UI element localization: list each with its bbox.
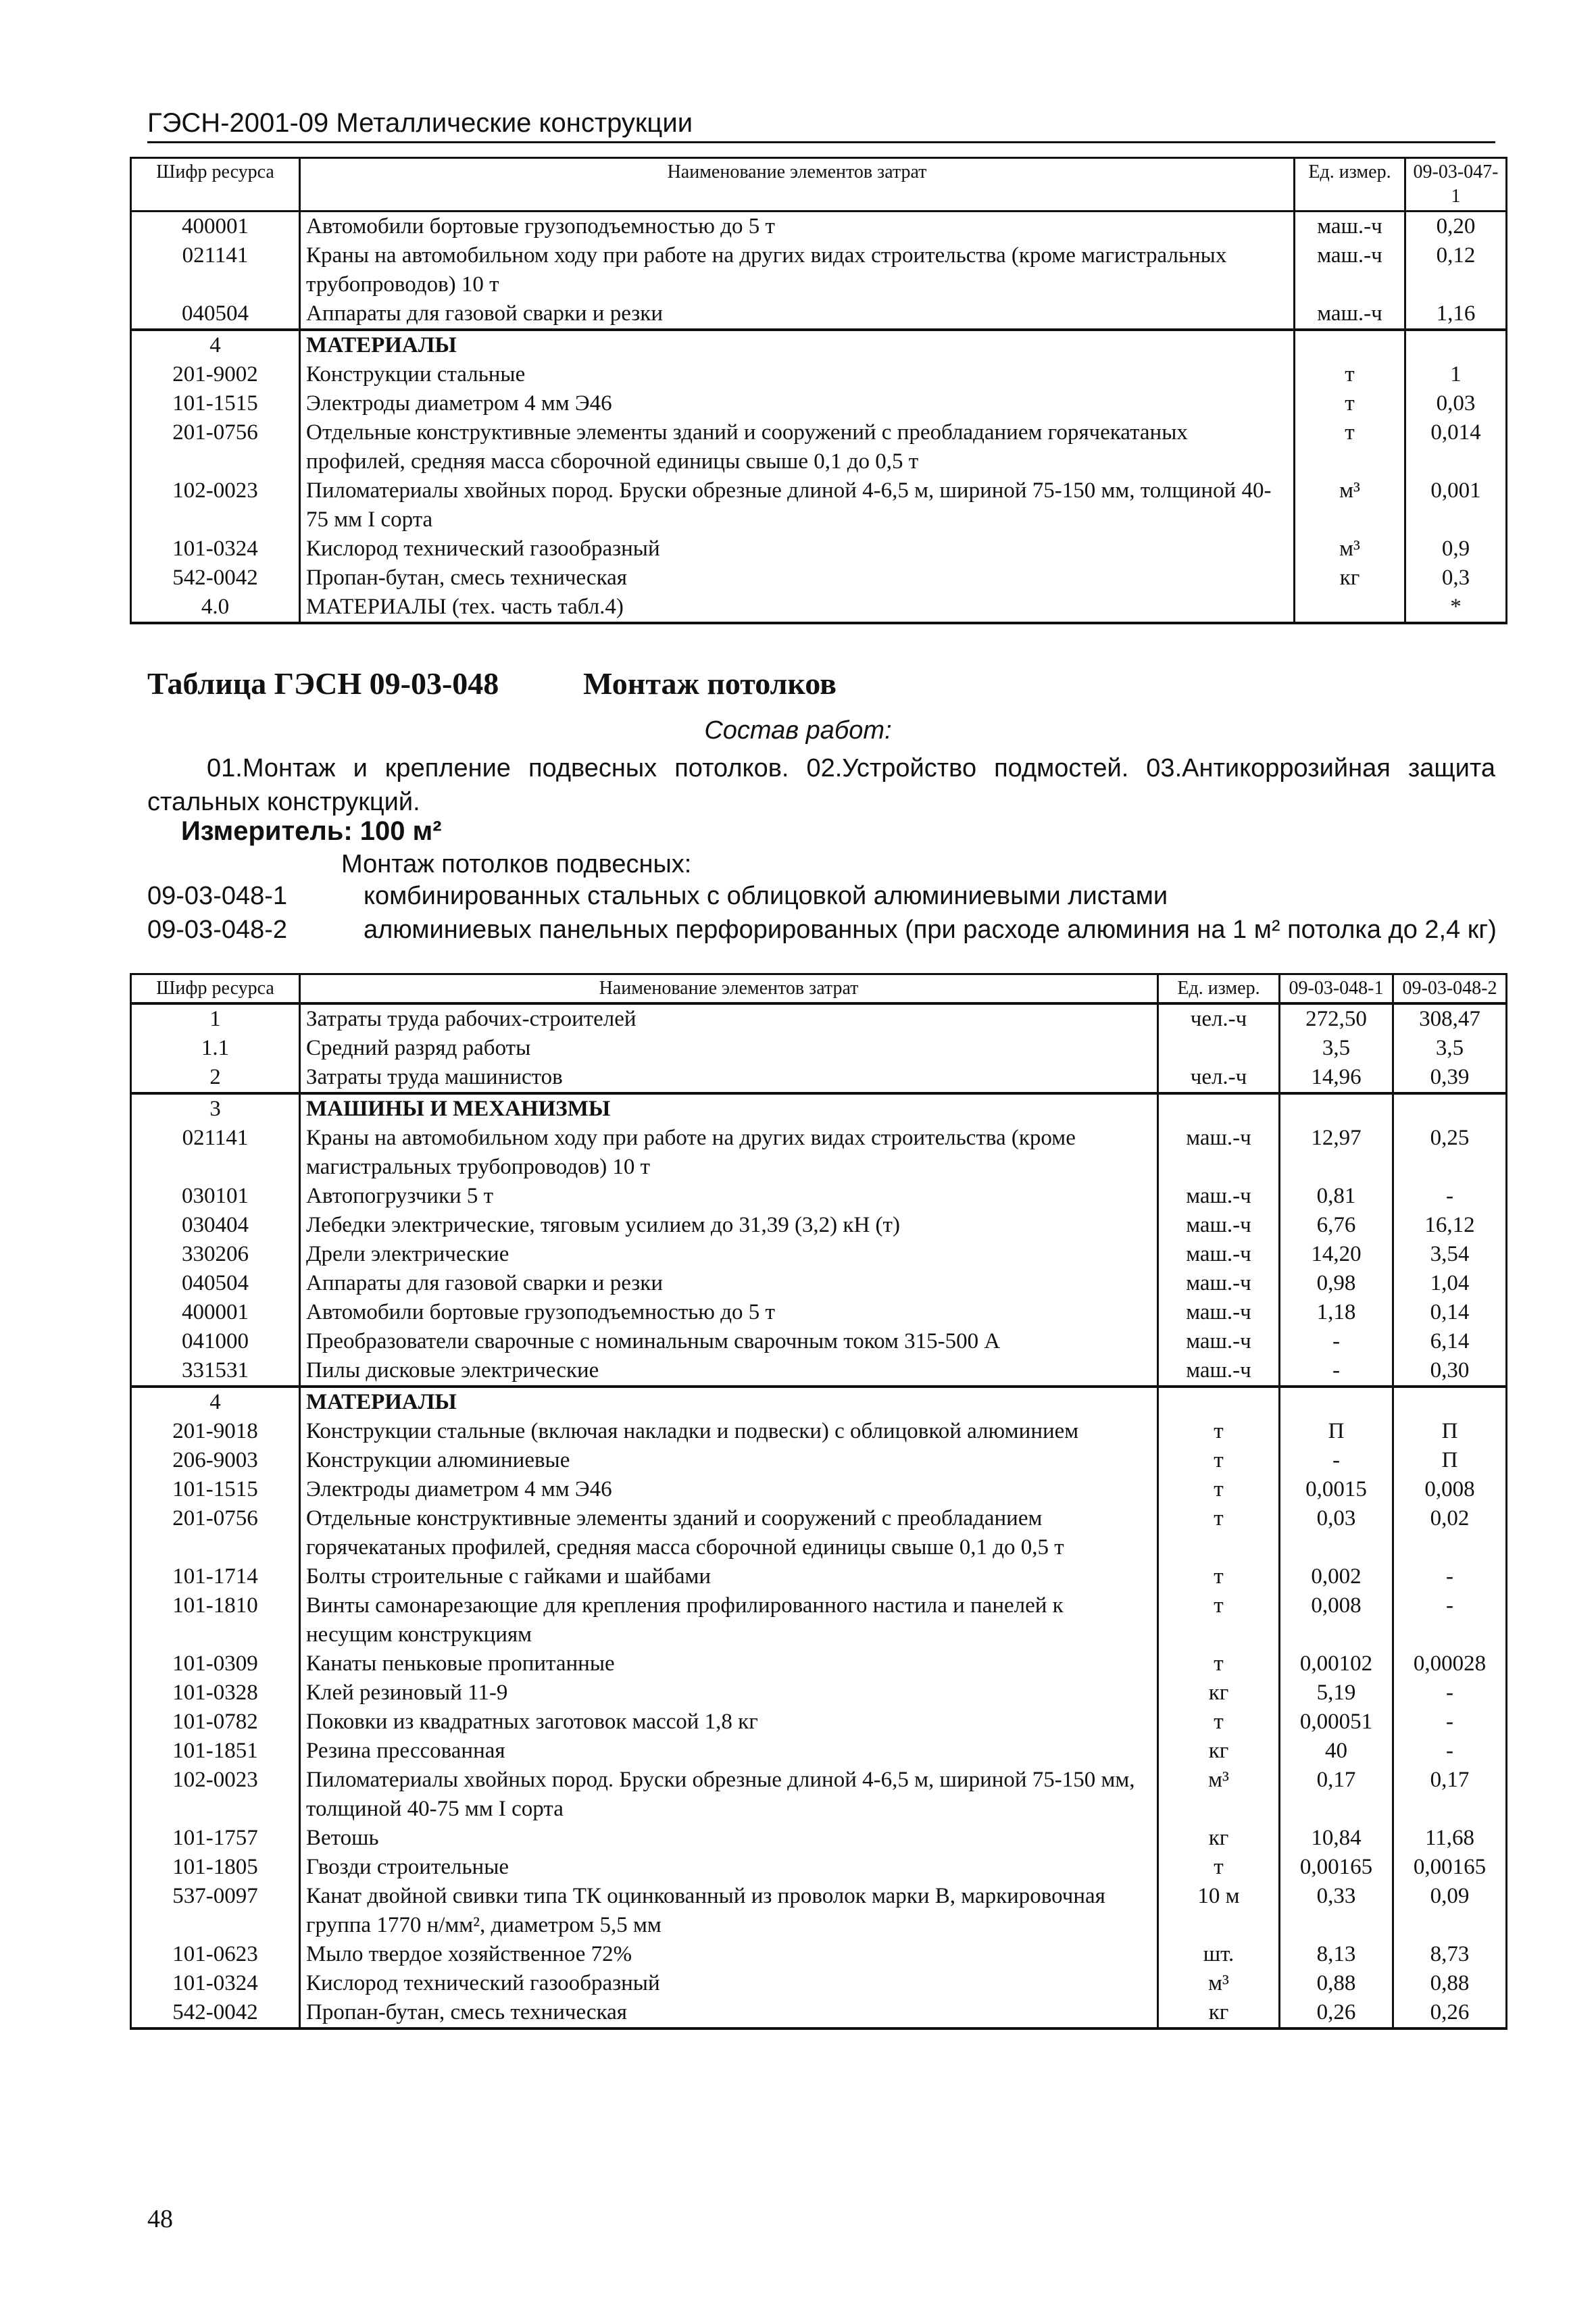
resource-name: Краны на автомобильном ходу при работе на других видах строительства (кроме магистральных трубопроводов) 10 т: [300, 241, 1295, 299]
resource-code: 330206: [131, 1240, 300, 1269]
resource-name: Пиломатериалы хвойных пород. Бруски обрезные длиной 4-6,5 м, шириной 75-150 мм, толщиной 40-75 мм I сорта: [300, 476, 1295, 534]
norm-value-2: 308,47: [1393, 1003, 1507, 1034]
resource-code: 101-1810: [131, 1591, 300, 1649]
table-row: [131, 476, 1507, 534]
resource-code: 040504: [131, 299, 300, 330]
unit-cell: маш.-ч: [1295, 299, 1405, 330]
norm-value-2: -: [1393, 1737, 1507, 1766]
norm-value-1: 0,00051: [1280, 1708, 1393, 1737]
norm-value-2: 6,14: [1393, 1327, 1507, 1356]
table-row: [131, 534, 1507, 564]
norm-value-1: 0,81: [1280, 1182, 1393, 1211]
page-header: ГЭСН-2001-09 Металлические конструкции: [147, 108, 1495, 143]
norm-value-1: 10,84: [1280, 1824, 1393, 1853]
norm-value-2: 0,88: [1393, 1969, 1507, 1998]
unit-cell: [1295, 330, 1405, 360]
table-row: [131, 1063, 1507, 1093]
resource-code: 4: [131, 330, 300, 360]
table-row: [131, 1562, 1507, 1591]
table-row: [131, 299, 1507, 330]
table-row: [131, 1504, 1507, 1562]
resource-name: Клей резиновый 11-9: [300, 1678, 1158, 1708]
unit-cell: кг: [1158, 1737, 1280, 1766]
table-row: [131, 1969, 1507, 1998]
page-number: 48: [147, 2205, 173, 2233]
unit-cell: маш.-ч: [1158, 1124, 1280, 1182]
table-row: [131, 1034, 1507, 1063]
unit-cell: маш.-ч: [1158, 1240, 1280, 1269]
unit-cell: [1158, 1387, 1280, 1417]
works-description: 01.Монтаж и крепление подвесных потолков. 02.Устройство подмостей. 03.Антикоррозийная защита стальных конструкций.: [147, 754, 1495, 816]
norm-value-1: 8,13: [1280, 1940, 1393, 1969]
table-row: [131, 1240, 1507, 1269]
norm-value-2: -: [1393, 1678, 1507, 1708]
resource-code: 102-0023: [131, 1766, 300, 1824]
norm-value-1: 0,00165: [1280, 1853, 1393, 1882]
resource-code: 4: [131, 1387, 300, 1417]
norm-value-1: [1405, 330, 1507, 360]
unit-cell: маш.-ч: [1158, 1298, 1280, 1327]
column-header-code: Шифр ресурса: [131, 974, 300, 1004]
resource-table-048: [130, 973, 1507, 2030]
unit-cell: т: [1158, 1504, 1280, 1562]
table-row: [131, 1853, 1507, 1882]
resource-code: 3: [131, 1093, 300, 1124]
norm-value-1: 40: [1280, 1737, 1393, 1766]
resource-code: 101-1515: [131, 1475, 300, 1504]
norm-value-1: 0,03: [1405, 389, 1507, 418]
unit-cell: кг: [1295, 564, 1405, 593]
table-row: [131, 241, 1507, 299]
norm-value-2: 11,68: [1393, 1824, 1507, 1853]
table-row: [131, 1824, 1507, 1853]
table-row: [131, 1211, 1507, 1240]
unit-cell: т: [1158, 1591, 1280, 1649]
variant-code: 09-03-048-1: [147, 882, 288, 910]
resource-name: Лебедки электрические, тяговым усилием до 31,39 (3,2) кН (т): [300, 1211, 1158, 1240]
norm-value-2: 0,14: [1393, 1298, 1507, 1327]
resource-code: 542-0042: [131, 564, 300, 593]
resource-code: 1.1: [131, 1034, 300, 1063]
table-title-label: Таблица ГЭСН 09-03-048: [147, 666, 499, 701]
table-title: [147, 666, 837, 701]
resource-name: Пропан-бутан, смесь техническая: [300, 1998, 1158, 2028]
resource-code: 201-9018: [131, 1417, 300, 1446]
table-row: [131, 1678, 1507, 1708]
resource-code: 101-0623: [131, 1940, 300, 1969]
section-row: [131, 330, 1507, 360]
norm-value-1: 0,001: [1405, 476, 1507, 534]
norm-value-1: 0,03: [1280, 1504, 1393, 1562]
table-row: [131, 1356, 1507, 1387]
unit-cell: [1295, 593, 1405, 623]
norm-value-2: 0,09: [1393, 1882, 1507, 1940]
norm-value-2: -: [1393, 1708, 1507, 1737]
resource-name: Пиломатериалы хвойных пород. Бруски обрезные длиной 4-6,5 м, шириной 75-150 мм, толщиной 40-75 мм I сорта: [300, 1766, 1158, 1824]
table-row: [131, 1182, 1507, 1211]
unit-cell: м³: [1158, 1766, 1280, 1824]
norm-value-1: П: [1280, 1417, 1393, 1446]
resource-name: Затраты труда машинистов: [300, 1063, 1158, 1093]
column-header-unit: Ед. измер.: [1158, 974, 1280, 1004]
table-row: [131, 360, 1507, 389]
unit-cell: т: [1158, 1708, 1280, 1737]
resource-name: Средний разряд работы: [300, 1034, 1158, 1063]
resource-code: 537-0097: [131, 1882, 300, 1940]
column-header-norm-048-2: 09-03-048-2: [1393, 974, 1507, 1004]
table-row: [131, 593, 1507, 623]
norm-value-1: 5,19: [1280, 1678, 1393, 1708]
table-row: [131, 1591, 1507, 1649]
norm-value-1: 0,88: [1280, 1969, 1393, 1998]
resource-name: Кислород технический газообразный: [300, 1969, 1158, 1998]
resource-code: 400001: [131, 211, 300, 242]
resource-name: Электроды диаметром 4 мм Э46: [300, 389, 1295, 418]
resource-name: Отдельные конструктивные элементы зданий и сооружений с преобладанием горячекатаных профилей, средняя масса сборочной единицы свыше 0,1 до 0,5 т: [300, 418, 1295, 476]
norm-value-2: 0,17: [1393, 1766, 1507, 1824]
resource-code: 101-0324: [131, 1969, 300, 1998]
resource-code: 400001: [131, 1298, 300, 1327]
norm-value-2: 0,00028: [1393, 1649, 1507, 1678]
norm-value-1: -: [1280, 1356, 1393, 1387]
resource-name: Конструкции стальные: [300, 360, 1295, 389]
norm-value-2: 0,25: [1393, 1124, 1507, 1182]
unit-cell: [1158, 1093, 1280, 1124]
norm-value-2: 1,04: [1393, 1269, 1507, 1298]
unit-cell: [1158, 1034, 1280, 1063]
norm-value-2: -: [1393, 1562, 1507, 1591]
resource-table-047: [130, 157, 1507, 624]
unit-cell: м³: [1295, 534, 1405, 564]
table-row: [131, 211, 1507, 242]
norm-value-1: [1280, 1093, 1393, 1124]
column-header-norm-047-1: 09-03-047-1: [1405, 158, 1507, 211]
unit-cell: т: [1158, 1562, 1280, 1591]
resource-name: Дрели электрические: [300, 1240, 1158, 1269]
norm-value-1: 0,3: [1405, 564, 1507, 593]
resource-name: Мыло твердое хозяйственное 72%: [300, 1940, 1158, 1969]
unit-cell: маш.-ч: [1158, 1182, 1280, 1211]
resource-code: 030404: [131, 1211, 300, 1240]
unit-cell: 10 м: [1158, 1882, 1280, 1940]
norm-value-2: [1393, 1387, 1507, 1417]
column-header-name: Наименование элементов затрат: [300, 974, 1158, 1004]
unit-cell: кг: [1158, 1678, 1280, 1708]
unit-cell: м³: [1158, 1969, 1280, 1998]
table-row: [131, 1475, 1507, 1504]
resource-code: 101-0309: [131, 1649, 300, 1678]
norm-value-2: 0,008: [1393, 1475, 1507, 1504]
resource-name: Ветошь: [300, 1824, 1158, 1853]
resource-name: Кислород технический газообразный: [300, 534, 1295, 564]
unit-cell: кг: [1158, 1824, 1280, 1853]
table-body: [131, 211, 1507, 624]
table-row: [131, 1708, 1507, 1737]
table-row: [131, 1269, 1507, 1298]
table-row: [131, 564, 1507, 593]
norm-value-2: -: [1393, 1591, 1507, 1649]
table-row: [131, 1327, 1507, 1356]
norm-value-2: 0,26: [1393, 1998, 1507, 2028]
resource-code: 206-9003: [131, 1446, 300, 1475]
norm-value-1: 0,014: [1405, 418, 1507, 476]
table-row: [131, 1649, 1507, 1678]
table-body: [131, 1003, 1507, 2028]
norm-value-1: 272,50: [1280, 1003, 1393, 1034]
norm-value-2: [1393, 1093, 1507, 1124]
table-title-name: Монтаж потолков: [583, 666, 837, 701]
norm-value-2: 8,73: [1393, 1940, 1507, 1969]
unit-cell: чел.-ч: [1158, 1063, 1280, 1093]
resource-code: 021141: [131, 1124, 300, 1182]
unit-cell: т: [1295, 389, 1405, 418]
norm-value-1: 3,5: [1280, 1034, 1393, 1063]
resource-code: 040504: [131, 1269, 300, 1298]
unit-cell: маш.-ч: [1158, 1327, 1280, 1356]
unit-cell: т: [1158, 1475, 1280, 1504]
unit-cell: маш.-ч: [1158, 1269, 1280, 1298]
unit-cell: маш.-ч: [1295, 241, 1405, 299]
norm-value-1: 14,20: [1280, 1240, 1393, 1269]
variant-text: комбинированных стальных с облицовкой алюминиевыми листами: [364, 882, 1168, 910]
column-header-unit: Ед. измер.: [1295, 158, 1405, 211]
column-header-code: Шифр ресурса: [131, 158, 300, 211]
resource-code: 1: [131, 1003, 300, 1034]
variant-row: [147, 882, 1168, 911]
norm-value-2: 3,54: [1393, 1240, 1507, 1269]
norm-value-1: -: [1280, 1446, 1393, 1475]
resource-name: Аппараты для газовой сварки и резки: [300, 1269, 1158, 1298]
resource-name: Конструкции алюминиевые: [300, 1446, 1158, 1475]
norm-value-1: 6,76: [1280, 1211, 1393, 1240]
resource-code: 542-0042: [131, 1998, 300, 2028]
resource-name: МАШИНЫ И МЕХАНИЗМЫ: [300, 1093, 1158, 1124]
norm-value-1: 0,33: [1280, 1882, 1393, 1940]
variant-text: алюминиевых панельных перфорированных (при расходе алюминия на 1 м² потолка до 2,4 кг): [364, 916, 1497, 944]
unit-cell: маш.-ч: [1295, 211, 1405, 242]
norm-value-1: 12,97: [1280, 1124, 1393, 1182]
norm-value-2: 3,5: [1393, 1034, 1507, 1063]
resource-name: Канаты пеньковые пропитанные: [300, 1649, 1158, 1678]
variant-row: [147, 916, 1497, 945]
table-row: [131, 418, 1507, 476]
norm-value-1: 0,9: [1405, 534, 1507, 564]
unit-cell: шт.: [1158, 1940, 1280, 1969]
works-heading: Состав работ:: [704, 716, 892, 745]
norm-value-2: П: [1393, 1417, 1507, 1446]
resource-name: Отдельные конструктивные элементы зданий и сооружений с преобладанием горячекатаных профилей, средняя масса сборочной единицы свыше 0,1 до 0,5 т: [300, 1504, 1158, 1562]
norm-value-1: 0,20: [1405, 211, 1507, 242]
resource-name: Болты строительные с гайками и шайбами: [300, 1562, 1158, 1591]
resource-code: 101-0782: [131, 1708, 300, 1737]
unit-cell: т: [1158, 1853, 1280, 1882]
resource-code: 101-1757: [131, 1824, 300, 1853]
resource-code: 201-9002: [131, 360, 300, 389]
table-row: [131, 1417, 1507, 1446]
table-row: [131, 1998, 1507, 2028]
resource-name: МАТЕРИАЛЫ: [300, 1387, 1158, 1417]
resource-name: Автопогрузчики 5 т: [300, 1182, 1158, 1211]
resource-code: 021141: [131, 241, 300, 299]
norm-value-1: 1,18: [1280, 1298, 1393, 1327]
resource-name: Электроды диаметром 4 мм Э46: [300, 1475, 1158, 1504]
unit-cell: чел.-ч: [1158, 1003, 1280, 1034]
norm-value-1: 0,98: [1280, 1269, 1393, 1298]
resource-name: Автомобили бортовые грузоподъемностью до 5 т: [300, 1298, 1158, 1327]
norm-value-1: 0,17: [1280, 1766, 1393, 1824]
column-header-name: Наименование элементов затрат: [300, 158, 1295, 211]
unit-cell: маш.-ч: [1158, 1211, 1280, 1240]
measure-unit: Измеритель: 100 м²: [181, 816, 442, 846]
resource-name: Затраты труда рабочих-строителей: [300, 1003, 1158, 1034]
resource-name: Краны на автомобильном ходу при работе на других видах строительства (кроме магистральных трубопроводов) 10 т: [300, 1124, 1158, 1182]
table-row: [131, 1446, 1507, 1475]
resource-code: 102-0023: [131, 476, 300, 534]
norm-value-2: 0,30: [1393, 1356, 1507, 1387]
table-row: [131, 1882, 1507, 1940]
mount-intro: Монтаж потолков подвесных:: [341, 850, 692, 878]
resource-name: Резина прессованная: [300, 1737, 1158, 1766]
norm-value-1: -: [1280, 1327, 1393, 1356]
norm-value-2: П: [1393, 1446, 1507, 1475]
norm-value-2: -: [1393, 1182, 1507, 1211]
norm-value-1: 1,16: [1405, 299, 1507, 330]
resource-name: Гвозди строительные: [300, 1853, 1158, 1882]
resource-code: 331531: [131, 1356, 300, 1387]
resource-name: Поковки из квадратных заготовок массой 1,8 кг: [300, 1708, 1158, 1737]
variant-code: 09-03-048-2: [147, 916, 288, 944]
norm-value-1: 0,00102: [1280, 1649, 1393, 1678]
section-row: [131, 1093, 1507, 1124]
resource-code: 101-1515: [131, 389, 300, 418]
norm-value-1: 0,0015: [1280, 1475, 1393, 1504]
norm-value-2: 0,02: [1393, 1504, 1507, 1562]
resource-name: Пилы дисковые электрические: [300, 1356, 1158, 1387]
norm-value-1: 0,26: [1280, 1998, 1393, 2028]
resource-code: 041000: [131, 1327, 300, 1356]
resource-code: 4.0: [131, 593, 300, 623]
resource-code: 2: [131, 1063, 300, 1093]
norm-value-1: 0,002: [1280, 1562, 1393, 1591]
unit-cell: т: [1295, 360, 1405, 389]
table-row: [131, 1940, 1507, 1969]
norm-value-2: 0,00165: [1393, 1853, 1507, 1882]
resource-code: 201-0756: [131, 1504, 300, 1562]
resource-name: МАТЕРИАЛЫ: [300, 330, 1295, 360]
norm-value-1: 14,96: [1280, 1063, 1393, 1093]
table-row: [131, 1298, 1507, 1327]
norm-value-2: 0,39: [1393, 1063, 1507, 1093]
norm-value-1: *: [1405, 593, 1507, 623]
unit-cell: маш.-ч: [1158, 1356, 1280, 1387]
norm-value-1: 0,12: [1405, 241, 1507, 299]
resource-name: Аппараты для газовой сварки и резки: [300, 299, 1295, 330]
table-row: [131, 1003, 1507, 1034]
norm-value-2: 16,12: [1393, 1211, 1507, 1240]
resource-name: МАТЕРИАЛЫ (тех. часть табл.4): [300, 593, 1295, 623]
table-row: [131, 1766, 1507, 1824]
section-row: [131, 1387, 1507, 1417]
resource-code: 101-1851: [131, 1737, 300, 1766]
resource-code: 201-0756: [131, 418, 300, 476]
table-row: [131, 389, 1507, 418]
resource-code: 101-1714: [131, 1562, 300, 1591]
resource-name: Винты самонарезающие для крепления профилированного настила и панелей к несущим конструкциям: [300, 1591, 1158, 1649]
unit-cell: м³: [1295, 476, 1405, 534]
resource-name: Автомобили бортовые грузоподъемностью до 5 т: [300, 211, 1295, 242]
resource-code: 030101: [131, 1182, 300, 1211]
column-header-norm-048-1: 09-03-048-1: [1280, 974, 1393, 1004]
norm-value-1: [1280, 1387, 1393, 1417]
table-row: [131, 1737, 1507, 1766]
unit-cell: т: [1158, 1446, 1280, 1475]
table-row: [131, 1124, 1507, 1182]
resource-name: Канат двойной свивки типа ТК оцинкованный из проволок марки В, маркировочная группа 1770 н/мм², диаметром 5,5 мм: [300, 1882, 1158, 1940]
unit-cell: т: [1295, 418, 1405, 476]
resource-name: Конструкции стальные (включая накладки и подвески) с облицовкой алюминием: [300, 1417, 1158, 1446]
resource-name: Преобразователи сварочные с номинальным сварочным током 315-500 А: [300, 1327, 1158, 1356]
resource-code: 101-1805: [131, 1853, 300, 1882]
resource-code: 101-0324: [131, 534, 300, 564]
resource-name: Пропан-бутан, смесь техническая: [300, 564, 1295, 593]
norm-value-1: 0,008: [1280, 1591, 1393, 1649]
unit-cell: т: [1158, 1649, 1280, 1678]
norm-value-1: 1: [1405, 360, 1507, 389]
unit-cell: кг: [1158, 1998, 1280, 2028]
unit-cell: т: [1158, 1417, 1280, 1446]
resource-code: 101-0328: [131, 1678, 300, 1708]
